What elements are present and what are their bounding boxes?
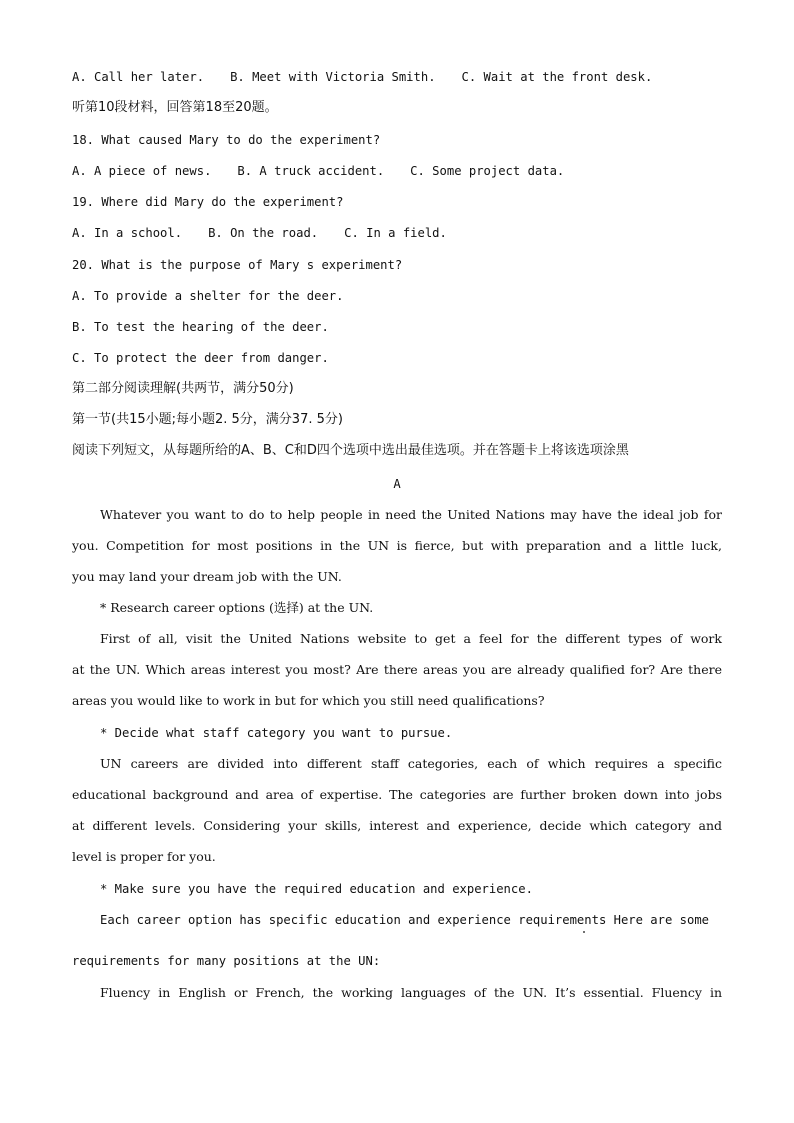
passage-heading-3: * Make sure you have the required education and experience. bbox=[100, 882, 533, 896]
section-10-intro: 听第10段材料，回答第18至20题。 bbox=[72, 100, 278, 115]
instructions: 阅读下列短文，从每题所给的A、B、C和D四个选项中选出最佳选项。并在答题卡上将该选项涂黑 bbox=[72, 443, 629, 458]
q20-option-b: B. To test the hearing of the deer. bbox=[72, 320, 329, 334]
q20-stem: 20. What is the purpose of Mary s experiment? bbox=[72, 258, 403, 272]
q19-option-a: A. In a school. bbox=[72, 226, 183, 240]
passage-p1-line3: you may land your dream job with the UN. bbox=[72, 569, 342, 584]
ink-speck bbox=[583, 931, 585, 933]
passage-p2-line2: at the UN. Which areas interest you most? Are there areas you are already qualified for? Are there bbox=[72, 662, 722, 677]
q17-option-c: C. Wait at the front desk. bbox=[461, 70, 653, 84]
q17-option-b: B. Meet with Victoria Smith. bbox=[230, 70, 436, 84]
passage-label: A bbox=[393, 477, 401, 491]
q17-options bbox=[72, 69, 652, 85]
q18-option-c: C. Some project data. bbox=[410, 164, 565, 178]
q18-option-a: A. A piece of news. bbox=[72, 164, 212, 178]
part2-title: 第二部分阅读理解(共两节，满分50分) bbox=[72, 381, 294, 396]
section1-title: 第一节(共15小题;每小题2. 5分，满分37. 5分) bbox=[72, 412, 343, 427]
passage-p3-line1: UN careers are divided into different staff categories, each of which requires a specific bbox=[100, 756, 722, 771]
q19-options bbox=[72, 225, 447, 241]
q18-options bbox=[72, 163, 564, 179]
passage-p4-line1: Each career option has specific education and experience requirements Here are some bbox=[100, 913, 710, 927]
passage-p3-line3: at different levels. Considering your skills, interest and experience, decide which category and bbox=[72, 818, 722, 833]
passage-heading-2: * Decide what staff category you want to pursue. bbox=[100, 726, 453, 740]
q19-option-b: B. On the road. bbox=[208, 226, 319, 240]
q17-option-a: A. Call her later. bbox=[72, 70, 205, 84]
passage-heading-1: * Research career options (选择) at the UN. bbox=[100, 600, 374, 615]
passage-p2-line3: areas you would like to work in but for which you still need qualifications? bbox=[72, 693, 545, 708]
passage-p1-line2: you. Competition for most positions in the UN is fierce, but with preparation and a little luck, bbox=[72, 538, 722, 553]
q20-option-c: C. To protect the deer from danger. bbox=[72, 351, 329, 365]
q20-option-a: A. To provide a shelter for the deer. bbox=[72, 289, 344, 303]
passage-p3-line4: level is proper for you. bbox=[72, 849, 216, 864]
passage-p3-line2: educational background and area of expertise. The categories are further broken down into jobs bbox=[72, 787, 722, 802]
passage-p1-line1: Whatever you want to do to help people in need the United Nations may have the ideal job for bbox=[100, 507, 722, 522]
q19-stem: 19. Where did Mary do the experiment? bbox=[72, 195, 344, 209]
passage-p5-line1: Fluency in English or French, the working languages of the UN. It’s essential. Fluency in bbox=[100, 985, 722, 1000]
q18-option-b: B. A truck accident. bbox=[237, 164, 385, 178]
passage-p4-line2: requirements for many positions at the UN: bbox=[72, 954, 381, 968]
passage-p2-line1: First of all, visit the United Nations website to get a feel for the different types of work bbox=[100, 631, 722, 646]
q18-stem: 18. What caused Mary to do the experiment? bbox=[72, 133, 381, 147]
q19-option-c: C. In a field. bbox=[344, 226, 447, 240]
